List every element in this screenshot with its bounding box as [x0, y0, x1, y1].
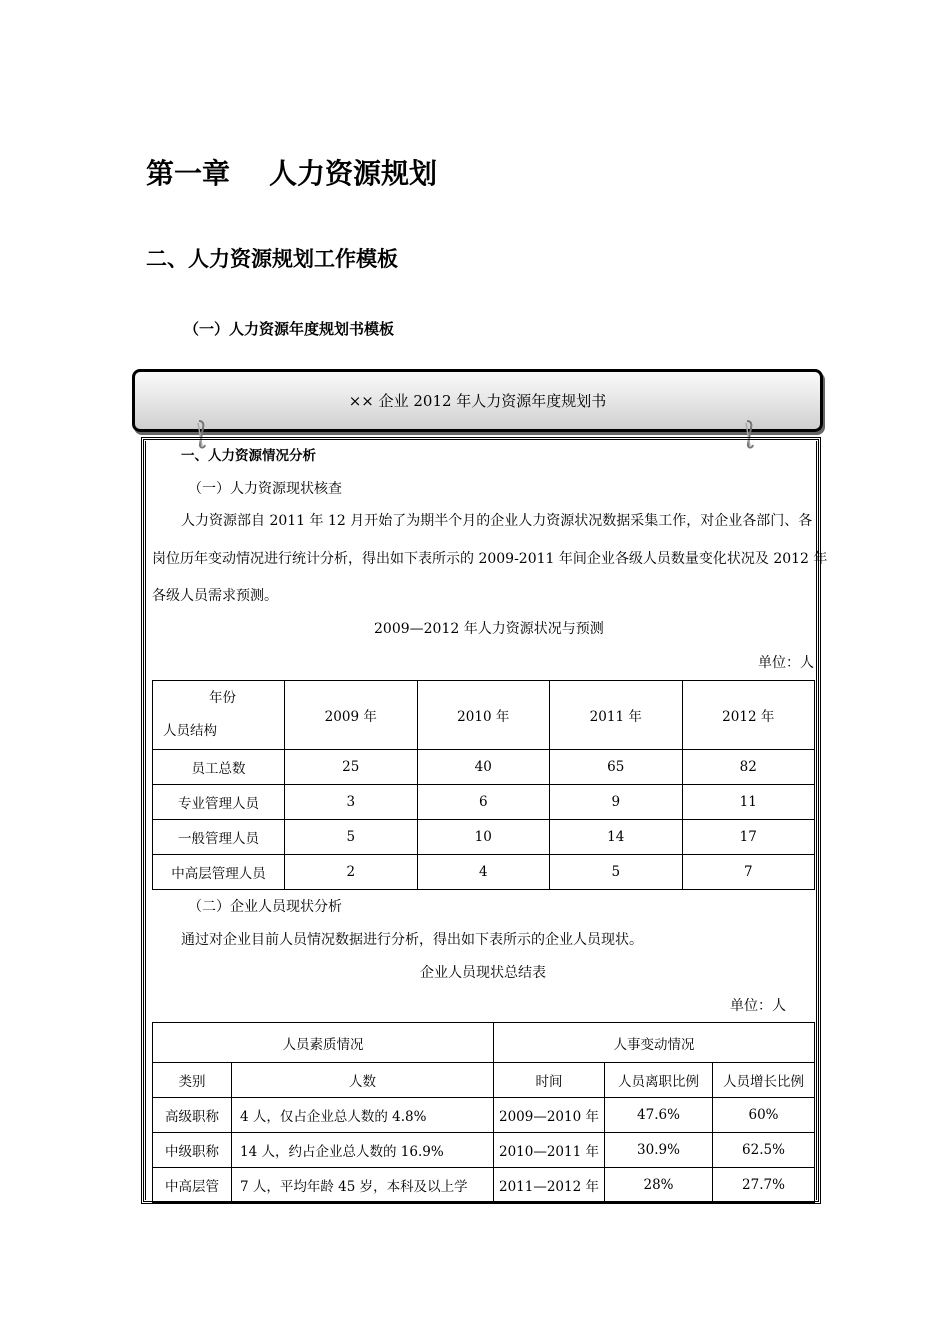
table-cell: 60%	[713, 1098, 815, 1133]
table-cell: 47.6%	[605, 1098, 713, 1133]
staff-status-table	[152, 1022, 815, 1203]
table-cell: 4 人，仅占企业总人数的 4.8%	[232, 1098, 494, 1133]
table-cell: 高级职称	[153, 1098, 232, 1133]
paragraph-line: 人力资源部自 2011 年 12 月开始了为期半个月的企业人力资源状况数据采集工作，对企业各部门、各	[181, 513, 813, 529]
part2-sub2: （二）企业人员现状分析	[188, 899, 342, 915]
part2-paragraph: 通过对企业目前人员情况数据进行分析，得出如下表所示的企业人员现状。	[181, 932, 643, 948]
row-label: 员工总数	[153, 750, 285, 785]
table-row	[153, 855, 815, 890]
table1-title: 2009—2012 年人力资源状况与预测	[374, 621, 604, 637]
table-cell: 62.5%	[713, 1133, 815, 1168]
corner-cell	[153, 681, 285, 750]
part1-title: 一、人力资源情况分析	[181, 448, 316, 464]
table-cell: 5	[550, 855, 683, 890]
chapter-title: 第一章 人力资源规划	[146, 157, 437, 190]
part1-sub1: （一）人力资源现状核查	[188, 481, 342, 497]
banner-title: ×× 企业 2012 年人力资源年度规划书	[348, 392, 607, 410]
table-row	[153, 820, 815, 855]
table-row	[153, 1133, 815, 1168]
paragraph-line: 岗位历年变动情况进行统计分析，得出如下表所示的 2009-2011 年间企业各级人员数量变化状况及 2012 年	[152, 551, 828, 567]
table-cell: 2011—2012 年	[494, 1168, 605, 1203]
row-label: 中高层管理人员	[153, 855, 285, 890]
table-cell: 5	[285, 820, 418, 855]
table2-title: 企业人员现状总结表	[420, 965, 546, 981]
table-cell: 25	[285, 750, 418, 785]
year-header: 2009 年	[285, 681, 418, 750]
column-header: 人员增长比例	[713, 1063, 815, 1098]
table-cell: 10	[417, 820, 550, 855]
hr-forecast-table	[152, 680, 815, 890]
table-cell: 2	[285, 855, 418, 890]
group-header-quality: 人员素质情况	[153, 1023, 494, 1063]
table-cell: 中级职称	[153, 1133, 232, 1168]
row-label: 专业管理人员	[153, 785, 285, 820]
table-row	[153, 785, 815, 820]
table-cell: 27.7%	[713, 1168, 815, 1203]
table-cell: 6	[417, 785, 550, 820]
plan-banner	[132, 369, 823, 432]
table-cell: 11	[682, 785, 815, 820]
year-header: 2011 年	[550, 681, 683, 750]
table-header-row	[153, 1063, 815, 1098]
table-cell: 14	[550, 820, 683, 855]
section-title: 二、人力资源规划工作模板	[146, 247, 398, 271]
table-cell: 9	[550, 785, 683, 820]
year-header: 2010 年	[417, 681, 550, 750]
table2-unit: 单位：人	[730, 998, 786, 1014]
table-row	[153, 1098, 815, 1133]
table-cell: 30.9%	[605, 1133, 713, 1168]
table-cell: 7 人，平均年龄 45 岁，本科及以上学	[232, 1168, 494, 1203]
paragraph-line: 各级人员需求预测。	[152, 588, 278, 604]
table-row	[153, 750, 815, 785]
table-header-row	[153, 681, 815, 750]
group-header-changes: 人事变动情况	[494, 1023, 815, 1063]
table-cell: 4	[417, 855, 550, 890]
table-cell: 28%	[605, 1168, 713, 1203]
table-cell: 17	[682, 820, 815, 855]
table-cell: 7	[682, 855, 815, 890]
year-header: 2012 年	[682, 681, 815, 750]
table-cell: 2010—2011 年	[494, 1133, 605, 1168]
table-cell: 2009—2010 年	[494, 1098, 605, 1133]
column-header: 人数	[232, 1063, 494, 1098]
corner-year-label: 年份	[209, 690, 236, 706]
row-label: 一般管理人员	[153, 820, 285, 855]
table-cell: 65	[550, 750, 683, 785]
column-header: 人员离职比例	[605, 1063, 713, 1098]
table-group-header-row	[153, 1023, 815, 1063]
column-header: 时间	[494, 1063, 605, 1098]
table-cell: 中高层管	[153, 1168, 232, 1203]
table1-unit: 单位：人	[758, 655, 814, 671]
table-cell: 3	[285, 785, 418, 820]
subsection-title: （一）人力资源年度规划书模板	[184, 320, 395, 338]
table-row	[153, 1168, 815, 1203]
column-header: 类别	[153, 1063, 232, 1098]
table-cell: 14 人，约占企业总人数的 16.9%	[232, 1133, 494, 1168]
corner-struct-label: 人员结构	[163, 723, 217, 739]
table-cell: 82	[682, 750, 815, 785]
table-cell: 40	[417, 750, 550, 785]
